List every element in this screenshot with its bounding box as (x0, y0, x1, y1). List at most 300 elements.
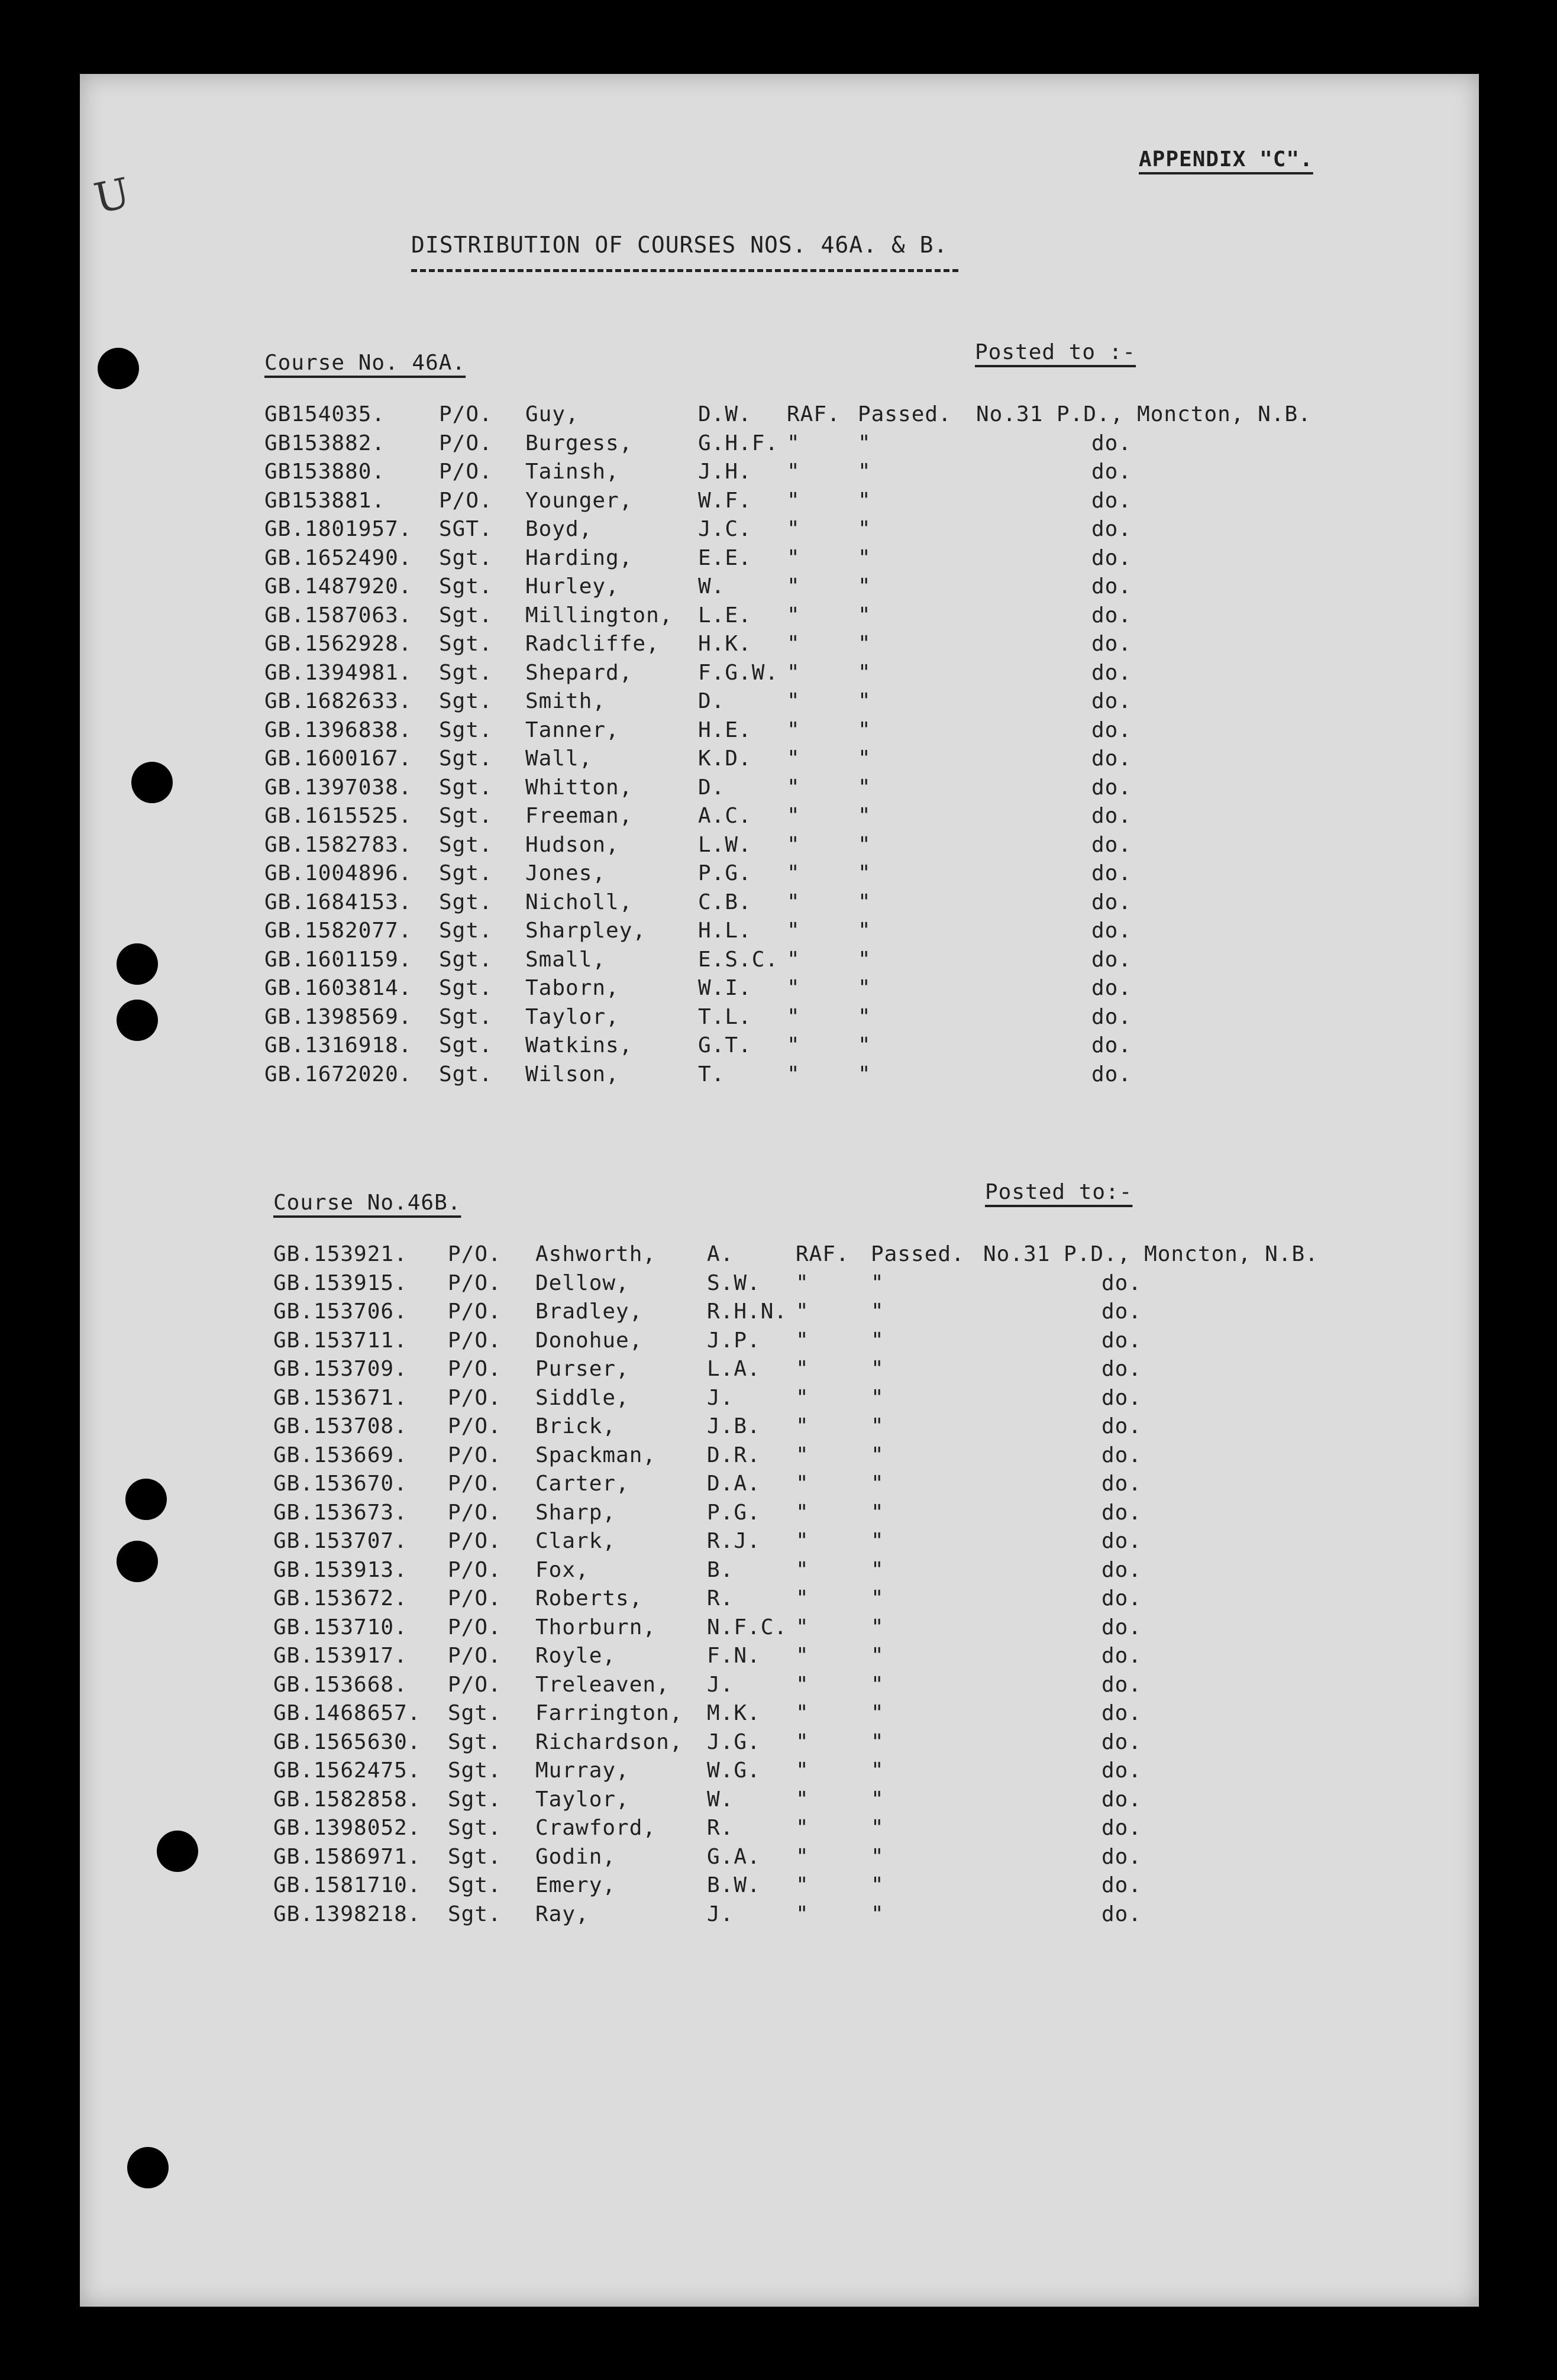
rank: Sgt. (439, 689, 493, 713)
posting: do. (1091, 890, 1132, 914)
result: " (871, 1787, 884, 1812)
initials: W.F. (698, 488, 752, 513)
service-number: GB.1398052. (273, 1816, 421, 1840)
initials: T. (698, 1062, 725, 1086)
service-number: GB.1682633. (264, 689, 412, 713)
surname: Guy, (525, 402, 579, 426)
force: " (787, 574, 800, 599)
force: RAF. (796, 1242, 849, 1266)
rank: P/O. (448, 1615, 502, 1640)
force: " (787, 919, 800, 943)
rank: Sgt. (439, 545, 493, 570)
initials: B. (707, 1557, 734, 1582)
result: " (858, 947, 871, 972)
posting: do. (1101, 1729, 1142, 1754)
surname: Small, (525, 947, 606, 972)
posting: do. (1091, 861, 1132, 885)
surname: Freeman, (525, 804, 633, 828)
posting: do. (1101, 1414, 1142, 1438)
rank: P/O. (448, 1500, 502, 1525)
posting: do. (1101, 1816, 1142, 1840)
initials: J. (707, 1385, 734, 1410)
rank: P/O. (448, 1357, 502, 1381)
posting: do. (1101, 1443, 1142, 1467)
surname: Ray, (535, 1902, 589, 1926)
posting: do. (1091, 1062, 1132, 1086)
initials: J. (707, 1672, 734, 1697)
posting: do. (1101, 1357, 1142, 1381)
service-number: GB.153707. (273, 1529, 408, 1553)
punch-hole (127, 2147, 169, 2188)
service-number: GB.1398218. (273, 1902, 421, 1926)
result: " (858, 660, 871, 685)
surname: Tanner, (525, 717, 619, 742)
rank: Sgt. (439, 1062, 493, 1086)
service-number: GB.1581710. (273, 1873, 421, 1897)
rank: P/O. (448, 1414, 502, 1438)
surname: Roberts, (535, 1586, 643, 1611)
service-number: GB.153710. (273, 1615, 408, 1640)
force: " (796, 1758, 809, 1783)
appendix-label: APPENDIX "C". (1139, 147, 1313, 172)
posting: do. (1101, 1787, 1142, 1812)
initials: J. (707, 1902, 734, 1926)
posting: do. (1091, 947, 1132, 972)
force: " (787, 460, 800, 484)
rank: P/O. (448, 1472, 502, 1496)
course-46b-posted-to: Posted to:- (985, 1180, 1133, 1204)
rank: P/O. (448, 1443, 502, 1467)
force: " (787, 832, 800, 857)
result: " (858, 775, 871, 800)
course-46a-posted-to: Posted to :- (975, 340, 1136, 364)
force: " (787, 1062, 800, 1086)
surname: Millington, (525, 603, 673, 628)
result: " (871, 1299, 884, 1324)
force: " (796, 1873, 809, 1897)
force: " (787, 632, 800, 656)
service-number: GB154035. (264, 402, 386, 426)
service-number: GB.153673. (273, 1500, 408, 1525)
service-number: GB.153915. (273, 1270, 408, 1295)
result: " (858, 574, 871, 599)
service-number: GB.153672. (273, 1586, 408, 1611)
initials: P.G. (707, 1500, 761, 1525)
service-number: GB.1684153. (264, 890, 412, 914)
posting: do. (1101, 1557, 1142, 1582)
rank: Sgt. (439, 1004, 493, 1029)
force: " (787, 689, 800, 713)
rank: Sgt. (439, 574, 493, 599)
force: " (787, 804, 800, 828)
result: Passed. (871, 1242, 965, 1266)
result: " (858, 517, 871, 541)
service-number: GB.153668. (273, 1672, 408, 1697)
rank: P/O. (448, 1586, 502, 1611)
result: " (871, 1701, 884, 1725)
rank: P/O. (448, 1529, 502, 1553)
surname: Brick, (535, 1414, 616, 1438)
result: " (871, 1586, 884, 1611)
surname: Farrington, (535, 1701, 683, 1725)
force: " (796, 1644, 809, 1668)
force: " (787, 517, 800, 541)
initials: W. (707, 1787, 734, 1812)
service-number: GB.1600167. (264, 746, 412, 771)
surname: Tainsh, (525, 460, 619, 484)
posting: do. (1091, 976, 1132, 1000)
posting: do. (1091, 574, 1132, 599)
force: " (787, 890, 800, 914)
force: " (787, 488, 800, 513)
result: " (858, 717, 871, 742)
surname: Sharpley, (525, 919, 647, 943)
rank: Sgt. (439, 976, 493, 1000)
initials: K.D. (698, 746, 752, 771)
posting: do. (1091, 431, 1132, 455)
result: " (858, 689, 871, 713)
initials: H.E. (698, 717, 752, 742)
initials: W. (698, 574, 725, 599)
service-number: GB.1587063. (264, 603, 412, 628)
posting: do. (1101, 1844, 1142, 1869)
posting: do. (1091, 632, 1132, 656)
result: " (858, 460, 871, 484)
service-number: GB153880. (264, 460, 386, 484)
surname: Harding, (525, 545, 633, 570)
posting: do. (1091, 517, 1132, 541)
punch-hole (131, 762, 173, 803)
service-number: GB.1565630. (273, 1729, 421, 1754)
punch-hole (157, 1831, 198, 1872)
posting: do. (1101, 1299, 1142, 1324)
result: " (871, 1357, 884, 1381)
initials: L.W. (698, 832, 752, 857)
posting: do. (1091, 488, 1132, 513)
result: " (871, 1414, 884, 1438)
service-number: GB.1004896. (264, 861, 412, 885)
posting: do. (1101, 1758, 1142, 1783)
service-number: GB.1316918. (264, 1033, 412, 1058)
service-number: GB.1582858. (273, 1787, 421, 1812)
result: " (871, 1729, 884, 1754)
rank: Sgt. (439, 861, 493, 885)
surname: Treleaven, (535, 1672, 670, 1697)
rank: P/O. (448, 1644, 502, 1668)
result: Passed. (858, 402, 952, 426)
course-46a-heading: Course No. 46A. (264, 351, 466, 375)
punch-hole (117, 1541, 158, 1582)
posting: do. (1101, 1529, 1142, 1553)
result: " (858, 1062, 871, 1086)
surname: Wall, (525, 746, 593, 771)
initials: T.L. (698, 1004, 752, 1029)
rank: Sgt. (439, 775, 493, 800)
service-number: GB.1398569. (264, 1004, 412, 1029)
initials: W.I. (698, 976, 752, 1000)
service-number: GB.153669. (273, 1443, 408, 1467)
rank: P/O. (439, 431, 493, 455)
surname: Donohue, (535, 1328, 643, 1353)
surname: Wilson, (525, 1062, 619, 1086)
surname: Hurley, (525, 574, 619, 599)
force: " (796, 1472, 809, 1496)
initials: P.G. (698, 861, 752, 885)
force: " (787, 861, 800, 885)
initials: D. (698, 775, 725, 800)
initials: J.H. (698, 460, 752, 484)
rank: P/O. (439, 488, 493, 513)
force: " (796, 1902, 809, 1926)
result: " (871, 1529, 884, 1553)
initials: D.R. (707, 1443, 761, 1467)
result: " (858, 632, 871, 656)
posting: No.31 P.D., Moncton, N.B. (983, 1242, 1319, 1266)
surname: Godin, (535, 1844, 616, 1869)
rank: P/O. (448, 1328, 502, 1353)
service-number: GB.153921. (273, 1242, 408, 1266)
initials: N.F.C. (707, 1615, 788, 1640)
initials: R. (707, 1586, 734, 1611)
result: " (871, 1443, 884, 1467)
service-number: GB.153671. (273, 1385, 408, 1410)
surname: Jones, (525, 861, 606, 885)
posting: do. (1101, 1701, 1142, 1725)
force: " (787, 660, 800, 685)
force: " (796, 1701, 809, 1725)
surname: Purser, (535, 1357, 629, 1381)
initials: L.A. (707, 1357, 761, 1381)
force: RAF. (787, 402, 841, 426)
surname: Nicholl, (525, 890, 633, 914)
force: " (796, 1586, 809, 1611)
initials: F.N. (707, 1644, 761, 1668)
service-number: GB.153708. (273, 1414, 408, 1438)
posting: do. (1101, 1586, 1142, 1611)
surname: Carter, (535, 1472, 629, 1496)
result: " (858, 431, 871, 455)
force: " (796, 1529, 809, 1553)
punch-hole (117, 943, 158, 985)
initials: D.A. (707, 1472, 761, 1496)
result: " (858, 603, 871, 628)
result: " (858, 976, 871, 1000)
service-number: GB153882. (264, 431, 386, 455)
posting: do. (1101, 1270, 1142, 1295)
rank: Sgt. (448, 1787, 502, 1812)
surname: Spackman, (535, 1443, 657, 1467)
force: " (787, 431, 800, 455)
posting: do. (1091, 1004, 1132, 1029)
force: " (787, 976, 800, 1000)
rank: P/O. (448, 1385, 502, 1410)
surname: Whitton, (525, 775, 633, 800)
initials: J.P. (707, 1328, 761, 1353)
force: " (787, 1033, 800, 1058)
posting: do. (1101, 1615, 1142, 1640)
posting: do. (1101, 1644, 1142, 1668)
surname: Sharp, (535, 1500, 616, 1525)
posting: do. (1091, 660, 1132, 685)
initials: R.H.N. (707, 1299, 788, 1324)
posting: do. (1091, 689, 1132, 713)
service-number: GB.1397038. (264, 775, 412, 800)
initials: H.L. (698, 919, 752, 943)
rank: Sgt. (439, 1033, 493, 1058)
force: " (796, 1729, 809, 1754)
rank: Sgt. (439, 804, 493, 828)
surname: Younger, (525, 488, 633, 513)
force: " (796, 1299, 809, 1324)
initials: G.T. (698, 1033, 752, 1058)
rank: P/O. (448, 1270, 502, 1295)
service-number: GB.1601159. (264, 947, 412, 972)
initials: D. (698, 689, 725, 713)
rank: Sgt. (439, 919, 493, 943)
result: " (871, 1644, 884, 1668)
initials: R.J. (707, 1529, 761, 1553)
rank: SGT. (439, 517, 493, 541)
service-number: GB.153670. (273, 1472, 408, 1496)
posting: do. (1091, 545, 1132, 570)
force: " (787, 947, 800, 972)
surname: Richardson, (535, 1729, 683, 1754)
initials: C.B. (698, 890, 752, 914)
initials: L.E. (698, 603, 752, 628)
force: " (796, 1414, 809, 1438)
rank: Sgt. (448, 1902, 502, 1926)
posting: do. (1091, 919, 1132, 943)
force: " (796, 1385, 809, 1410)
service-number: GB.153913. (273, 1557, 408, 1582)
rank: Sgt. (448, 1873, 502, 1897)
posting: do. (1091, 460, 1132, 484)
force: " (796, 1443, 809, 1467)
punch-hole (98, 348, 139, 389)
service-number: GB.1487920. (264, 574, 412, 599)
posting: No.31 P.D., Moncton, N.B. (976, 402, 1312, 426)
posting: do. (1091, 804, 1132, 828)
posting: do. (1091, 746, 1132, 771)
posting: do. (1091, 832, 1132, 857)
rank: P/O. (448, 1299, 502, 1324)
force: " (787, 545, 800, 570)
posting: do. (1101, 1385, 1142, 1410)
service-number: GB.1562928. (264, 632, 412, 656)
result: " (858, 832, 871, 857)
result: " (858, 1033, 871, 1058)
service-number: GB.1582077. (264, 919, 412, 943)
rank: Sgt. (439, 832, 493, 857)
rank: P/O. (448, 1672, 502, 1697)
service-number: GB.1672020. (264, 1062, 412, 1086)
service-number: GB.1468657. (273, 1701, 421, 1725)
service-number: GB.153706. (273, 1299, 408, 1324)
result: " (871, 1472, 884, 1496)
surname: Thorburn, (535, 1615, 657, 1640)
surname: Dellow, (535, 1270, 629, 1295)
result: " (858, 488, 871, 513)
force: " (796, 1357, 809, 1381)
rank: Sgt. (439, 660, 493, 685)
posting: do. (1091, 1033, 1132, 1058)
rank: P/O. (439, 460, 493, 484)
force: " (796, 1615, 809, 1640)
surname: Boyd, (525, 517, 593, 541)
result: " (871, 1385, 884, 1410)
rank: Sgt. (439, 603, 493, 628)
initials: S.W. (707, 1270, 761, 1295)
posting: do. (1091, 775, 1132, 800)
rank: Sgt. (448, 1844, 502, 1869)
initials: A.C. (698, 804, 752, 828)
service-number: GB.153711. (273, 1328, 408, 1353)
surname: Hudson, (525, 832, 619, 857)
force: " (796, 1844, 809, 1869)
posting: do. (1101, 1902, 1142, 1926)
service-number: GB153881. (264, 488, 386, 513)
service-number: GB.1586971. (273, 1844, 421, 1869)
result: " (858, 804, 871, 828)
posting: do. (1101, 1873, 1142, 1897)
initials: E.E. (698, 545, 752, 570)
service-number: GB.1801957. (264, 517, 412, 541)
rank: Sgt. (448, 1701, 502, 1725)
service-number: GB.1396838. (264, 717, 412, 742)
result: " (871, 1672, 884, 1697)
surname: Fox, (535, 1557, 589, 1582)
rank: Sgt. (448, 1729, 502, 1754)
result: " (871, 1758, 884, 1783)
surname: Siddle, (535, 1385, 629, 1410)
service-number: GB.1562475. (273, 1758, 421, 1783)
rank: P/O. (448, 1557, 502, 1582)
initials: G.H.F. (698, 431, 779, 455)
surname: Smith, (525, 689, 606, 713)
rank: Sgt. (439, 632, 493, 656)
result: " (871, 1615, 884, 1640)
surname: Emery, (535, 1873, 616, 1897)
result: " (871, 1270, 884, 1295)
posting: do. (1101, 1500, 1142, 1525)
posting: do. (1101, 1328, 1142, 1353)
force: " (796, 1787, 809, 1812)
initials: W.G. (707, 1758, 761, 1783)
service-number: GB.1615525. (264, 804, 412, 828)
force: " (787, 1004, 800, 1029)
initials: B.W. (707, 1873, 761, 1897)
initials: E.S.C. (698, 947, 779, 972)
initials: J.G. (707, 1729, 761, 1754)
surname: Taylor, (525, 1004, 619, 1029)
posting: do. (1101, 1672, 1142, 1697)
result: " (871, 1902, 884, 1926)
result: " (871, 1500, 884, 1525)
result: " (871, 1844, 884, 1869)
surname: Ashworth, (535, 1242, 657, 1266)
force: " (787, 717, 800, 742)
document-title: DISTRIBUTION OF COURSES NOS. 46A. & B. (411, 232, 948, 258)
force: " (796, 1672, 809, 1697)
result: " (871, 1873, 884, 1897)
initials: M.K. (707, 1701, 761, 1725)
service-number: GB.153917. (273, 1644, 408, 1668)
initials: F.G.W. (698, 660, 779, 685)
rank: Sgt. (439, 746, 493, 771)
posting: do. (1091, 717, 1132, 742)
result: " (858, 545, 871, 570)
initials: G.A. (707, 1844, 761, 1869)
